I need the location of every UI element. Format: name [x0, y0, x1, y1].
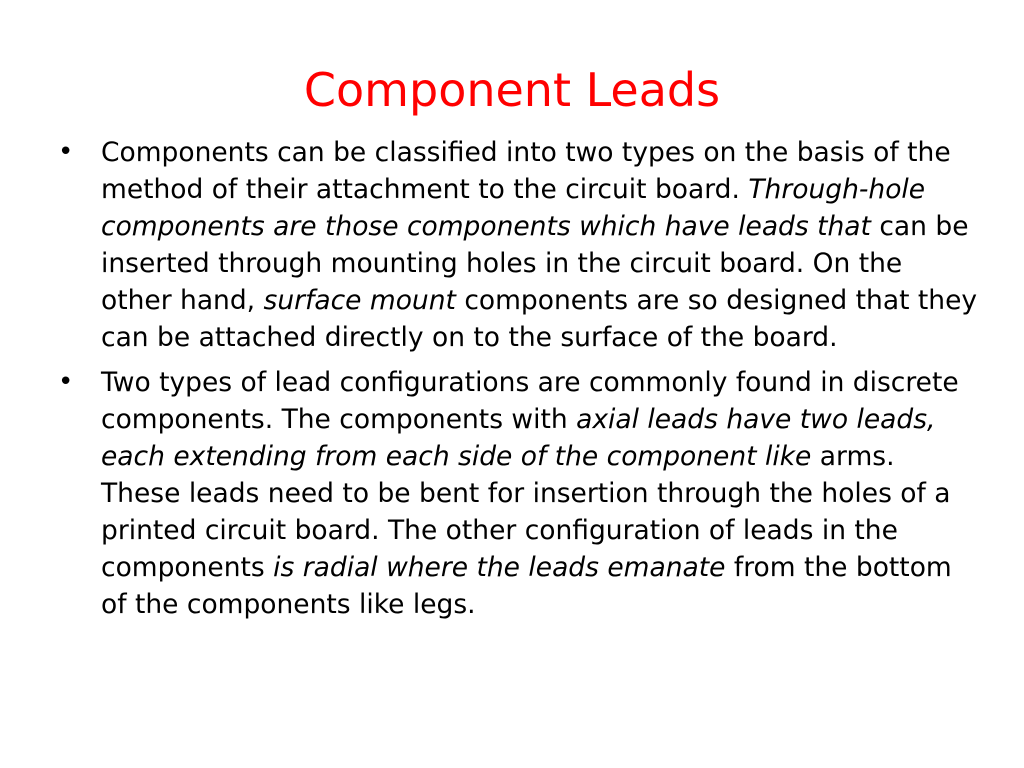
italic-text-segment: is radial where the leads emanate [273, 552, 726, 583]
text-segment: can be inserted through mounting holes in the circuit board. On the other hand, [101, 211, 969, 316]
text-segment: components are so designed that they can be attached directly on to the surface of the board. [101, 285, 978, 353]
text-segment: from the bottom of the components like legs. [101, 552, 952, 620]
italic-text-segment: axial leads have two leads, each extending from each side of the component like [101, 404, 936, 472]
bullet-item-2 [58, 364, 978, 623]
bullet-item-1 [58, 134, 978, 356]
bullet-icon: • [58, 137, 74, 167]
italic-text-segment: surface mount [263, 285, 456, 316]
bullet-text [101, 137, 977, 353]
slide-title: Component Leads [303, 63, 721, 117]
bullet-list [58, 134, 978, 631]
bullet-text [101, 367, 959, 620]
text-segment: Components can be classified into two types on the basis of the method of their attachment to the circuit board. [101, 137, 951, 205]
text-segment: Two types of lead configurations are commonly found in discrete components. The components with [101, 367, 959, 435]
text-segment: arms. These leads need to be bent for insertion through the holes of a printed circuit board. The other configuration of leads in the components [101, 441, 951, 583]
italic-text-segment: Through-hole components are those components which have leads that [101, 174, 926, 242]
bullet-icon: • [58, 367, 74, 397]
